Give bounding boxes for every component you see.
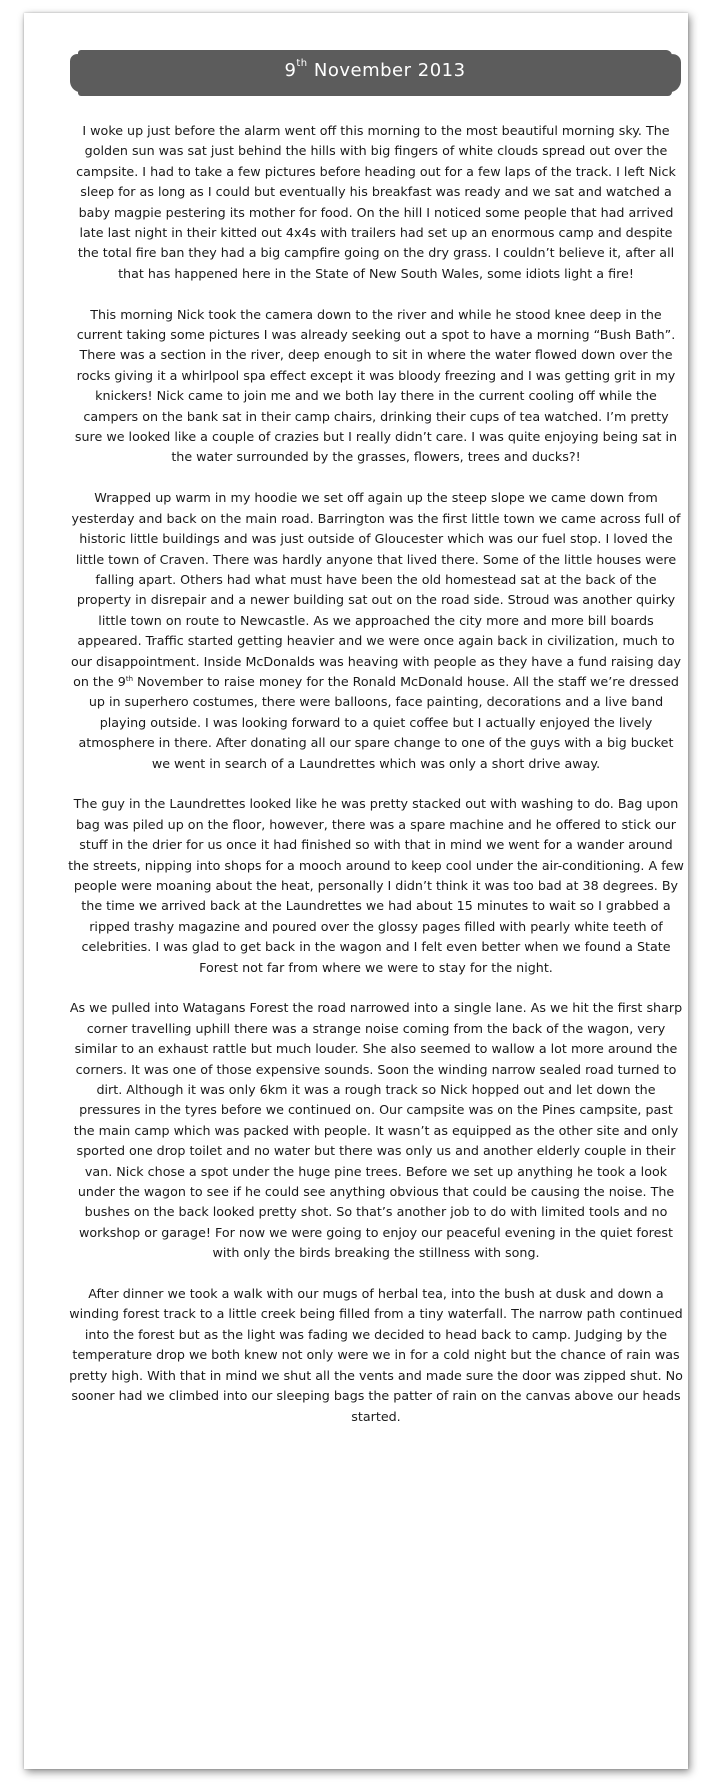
paragraph-evening-walk: After dinner we took a walk with our mugs of herbal tea, into the bush at dusk and down a winding forest track to a little creek being filled from a tiny waterfall. The narrow path continued into the forest but as the light was fading we decided to head back to camp. Judging by the temperature drop we both knew not only were we in for a cold night but the chance of rain was pretty high. With that in mind we shut all the vents and made sure the door was zipped shut. No sooner had we climbed into our sleeping bags the patter of rain on the canvas above our heads started. bbox=[69, 1286, 683, 1424]
date-suffix: th bbox=[125, 674, 134, 683]
title-day: 9 bbox=[284, 60, 297, 81]
journal-body bbox=[68, 121, 684, 1447]
title-day-suffix: th bbox=[296, 58, 308, 69]
paragraph-road-trip bbox=[68, 488, 684, 774]
page-title bbox=[78, 60, 672, 81]
paragraph-laundrettes: The guy in the Laundrettes looked like he was pretty stacked out with washing to do. Bag upon bag was piled up on the floor, however, there was a spare machine and he offered to stick our stuff in the drier for us once it had finished so with that in mind we went for a wander around the streets, nipping into shops for a mooch around to keep cool under the air-conditioning. A few people were moaning about the heat, personally I didn’t think it was too bad at 38 degrees. By the time we arrived back at the Laundrettes we had about 15 minutes to wait so I grabbed a ripped trashy magazine and poured over the glossy pages filled with pearly white teeth of celebrities. I was glad to get back in the wagon and I felt even better when we found a State Forest not far from where we were to stay for the night. bbox=[68, 796, 684, 975]
journal-page bbox=[24, 13, 688, 1769]
paragraph-bush-bath: This morning Nick took the camera down to the river and while he stood knee deep in the current taking some pictures I was already seeking out a spot to have a morning “Bush Bath”. There was a section in the river, deep enough to sit in where the water flowed down over the rocks giving it a whirlpool spa effect except it was bloody freezing and I was getting grit in my knickers! Nick came to join me and we both lay there in the current cooling off while the campers on the bank sat in their camp chairs, drinking their cups of tea watched. I’m pretty sure we looked like a couple of crazies but I really didn’t care. I was quite enjoying being sat in the water surrounded by the grasses, flowers, trees and ducks?! bbox=[74, 306, 678, 465]
title-banner bbox=[78, 50, 672, 96]
paragraph-watagans-forest: As we pulled into Watagans Forest the road narrowed into a single lane. As we hit the first sharp corner travelling uphill there was a strange noise coming from the back of the wagon, very similar to an exhaust rattle but much louder. She also seemed to wallow a lot more around the corners. It was one of those expensive sounds. Soon the winding narrow sealed road turned to dirt. Although it was only 6km it was a rough track so Nick hopped out and let down the pressures in the tyres before we continued on. Our campsite was on the Pines campsite, past the main camp which was packed with people. It wasn’t as equipped as the other site and only sported one drop toilet and no water but there was only us and another elderly couple in their van. Nick chose a spot under the huge pine trees. Before we set up anything he took a look under the wagon to see if he could see anything obvious that could be causing the noise. The bushes on the back looked pretty shot. So that’s another job to do with limited tools and no workshop or garage! For now we were going to enjoy our peaceful evening in the quiet forest with only the birds breaking the stillness with song. bbox=[69, 1000, 683, 1261]
title-month-year: November 2013 bbox=[313, 60, 466, 81]
paragraph-road-trip-part1: Wrapped up warm in my hoodie we set off again up the steep slope we came down from yesterday and back on the main road. Barrington was the first little town we came across full of historic little buildings and was just outside of Gloucester which was our fuel stop. I loved the little town of Craven. There was hardly anyone that lived there. Some of the little houses were falling apart. Others had what must have been the old homestead sat at the back of the property in disrepair and a newer building sat out on the road side. Stroud was another quirky little town on route to Newcastle. As we approached the city more and more bill boards appeared. Traffic started getting heavier and we were once again back in civilization, much to our disappointment. Inside McDonalds was heaving with people as they have a fund raising day on the 9 bbox=[70, 490, 682, 689]
paragraph-wake-up: I woke up just before the alarm went off this morning to the most beautiful morning sky. The golden sun was sat just behind the hills with big fingers of white clouds spread out over the campsite. I had to take a few pictures before heading out for a few laps of the track. I left Nick sleep for as long as I could but eventually his breakfast was ready and we sat and watched a baby magpie pestering its mother for food. On the hill I noticed some people that had arrived late last night in their kitted out 4x4s with trailers had set up an enormous camp and despite the total fire ban they had a big campfire going on the dry grass. I couldn’t believe it, after all that has happened here in the State of New South Wales, some idiots light a fire! bbox=[76, 123, 676, 281]
paragraph-road-trip-part2: November to raise money for the Ronald McDonald house. All the staff we’re dressed up in superhero costumes, there were balloons, face painting, decorations and a live band playing outside. I was looking forward to a quiet coffee but I actually enjoyed the lively atmosphere in there. After donating all our spare change to one of the guys with a big bucket we went in search of a Laundrettes which was only a short drive away. bbox=[78, 673, 679, 771]
